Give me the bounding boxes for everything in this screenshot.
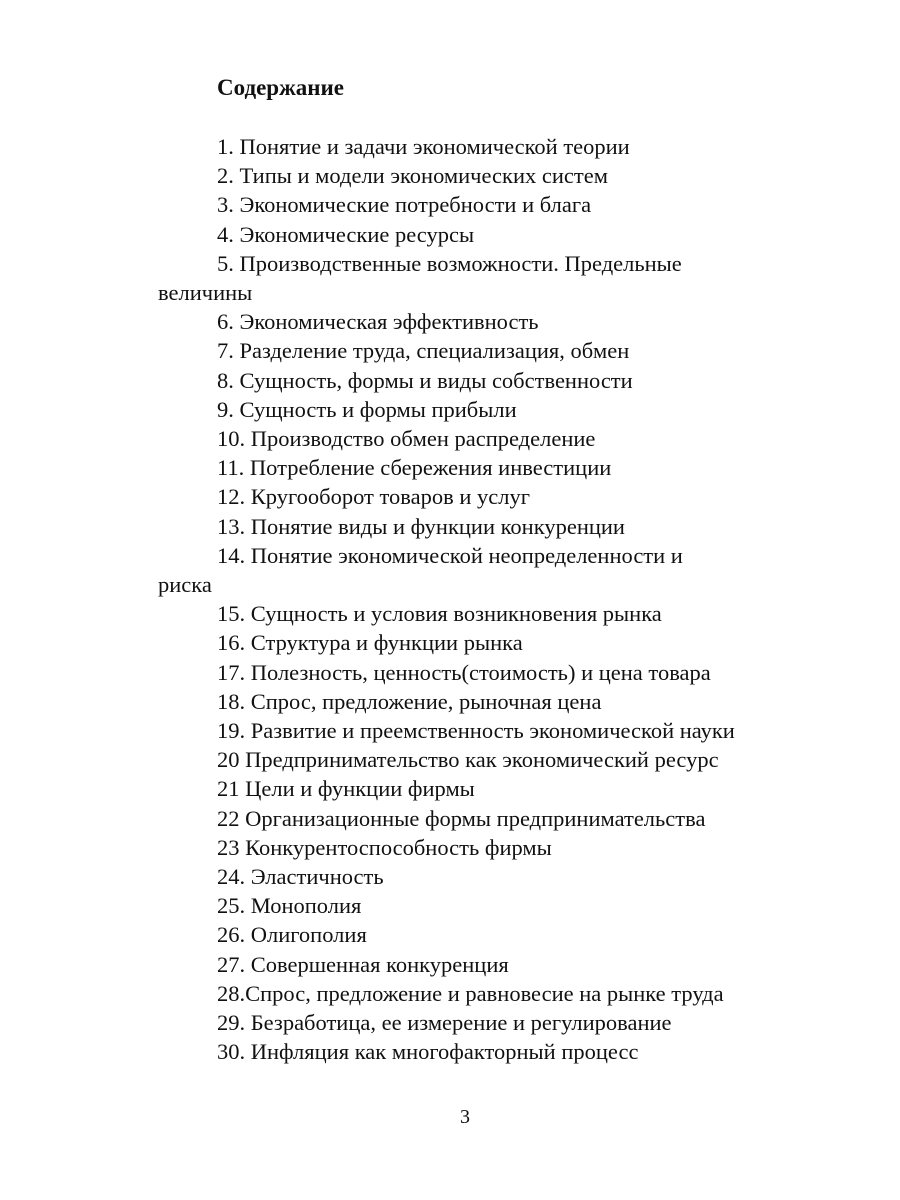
toc-item: [158, 132, 798, 161]
toc-item-text: 15. Сущность и условия возникновения рынка: [217, 601, 662, 627]
toc-item-text: 28.Спрос, предложение и равновесие на рынке труда: [217, 980, 724, 1006]
toc-item-text: 9. Сущность и формы прибыли: [217, 396, 517, 422]
toc-item-text: 18. Спрос, предложение, рыночная цена: [217, 688, 602, 714]
toc-item-text: 27. Совершенная конкуренция: [217, 951, 509, 977]
toc-item-text: 8. Сущность, формы и виды собственности: [217, 367, 633, 393]
toc-item: [158, 774, 798, 803]
toc-item: [158, 628, 798, 657]
toc-item: [158, 424, 798, 453]
toc-item: [158, 307, 798, 336]
toc-item-text: 17. Полезность, ценность(стоимость) и цена товара: [217, 659, 711, 685]
toc-item: [158, 745, 798, 774]
toc-item: [158, 220, 798, 249]
toc-item: [158, 453, 798, 482]
toc-item-text: 30. Инфляция как многофакторный процесс: [217, 1039, 639, 1065]
toc-item: [158, 862, 798, 891]
toc-item: [158, 1037, 798, 1066]
toc-item: [158, 833, 798, 862]
toc-item: [158, 920, 798, 949]
toc-item-text: 19. Развитие и преемственность экономической науки: [217, 718, 735, 744]
toc-item: [158, 891, 798, 920]
toc-item-text: 26. Олигополия: [217, 922, 367, 948]
toc-item: [158, 395, 798, 424]
toc-item-text: 24. Эластичность: [217, 864, 384, 890]
toc-item-text: 6. Экономическая эффективность: [217, 309, 539, 335]
toc-item: [158, 366, 798, 395]
toc-item-continuation: величины: [158, 280, 253, 306]
toc-item: [158, 804, 798, 833]
toc-item: [158, 541, 798, 599]
toc-item: [158, 599, 798, 628]
page-title: Содержание: [217, 75, 344, 100]
table-of-contents: [158, 132, 798, 1067]
toc-item-text: 12. Кругооборот товаров и услуг: [217, 484, 530, 510]
toc-item-text: 5. Производственные возможности. Предельные: [217, 250, 682, 276]
toc-item: [158, 190, 798, 219]
toc-item: [158, 512, 798, 541]
toc-item-text: 7. Разделение труда, специализация, обмен: [217, 338, 630, 364]
toc-item: [158, 687, 798, 716]
toc-item: [158, 482, 798, 511]
toc-item-text: 23 Конкурентоспособность фирмы: [217, 834, 552, 860]
toc-item-text: 29. Безработица, ее измерение и регулирование: [217, 1010, 672, 1036]
toc-item-text: 21 Цели и функции фирмы: [217, 776, 475, 802]
toc-item-text: 13. Понятие виды и функции конкуренции: [217, 513, 625, 539]
toc-item-text: 22 Организационные формы предпринимательства: [217, 805, 706, 831]
toc-item: [158, 1008, 798, 1037]
toc-item-text: 16. Структура и функции рынка: [217, 630, 523, 656]
toc-item: [158, 950, 798, 979]
toc-item-continuation: риска: [158, 572, 212, 598]
toc-item: [158, 716, 798, 745]
toc-item-text: 4. Экономические ресурсы: [217, 221, 475, 247]
toc-item-text: 1. Понятие и задачи экономической теории: [217, 134, 630, 159]
page-number: 3: [460, 1106, 470, 1128]
toc-item: [158, 161, 798, 190]
toc-item-text: 25. Монополия: [217, 893, 362, 919]
toc-item-text: 3. Экономические потребности и блага: [217, 192, 592, 218]
toc-item: [158, 979, 798, 1008]
toc-item-text: 11. Потребление сбережения инвестиции: [217, 455, 612, 481]
toc-item: [158, 336, 798, 365]
toc-item-text: 10. Производство обмен распределение: [217, 426, 596, 452]
toc-item-text: 2. Типы и модели экономических систем: [217, 163, 608, 189]
toc-item: [158, 249, 798, 307]
toc-item-text: 20 Предпринимательство как экономический ресурс: [217, 747, 719, 773]
toc-item-text: 14. Понятие экономической неопределенности и: [217, 542, 683, 568]
toc-item: [158, 658, 798, 687]
